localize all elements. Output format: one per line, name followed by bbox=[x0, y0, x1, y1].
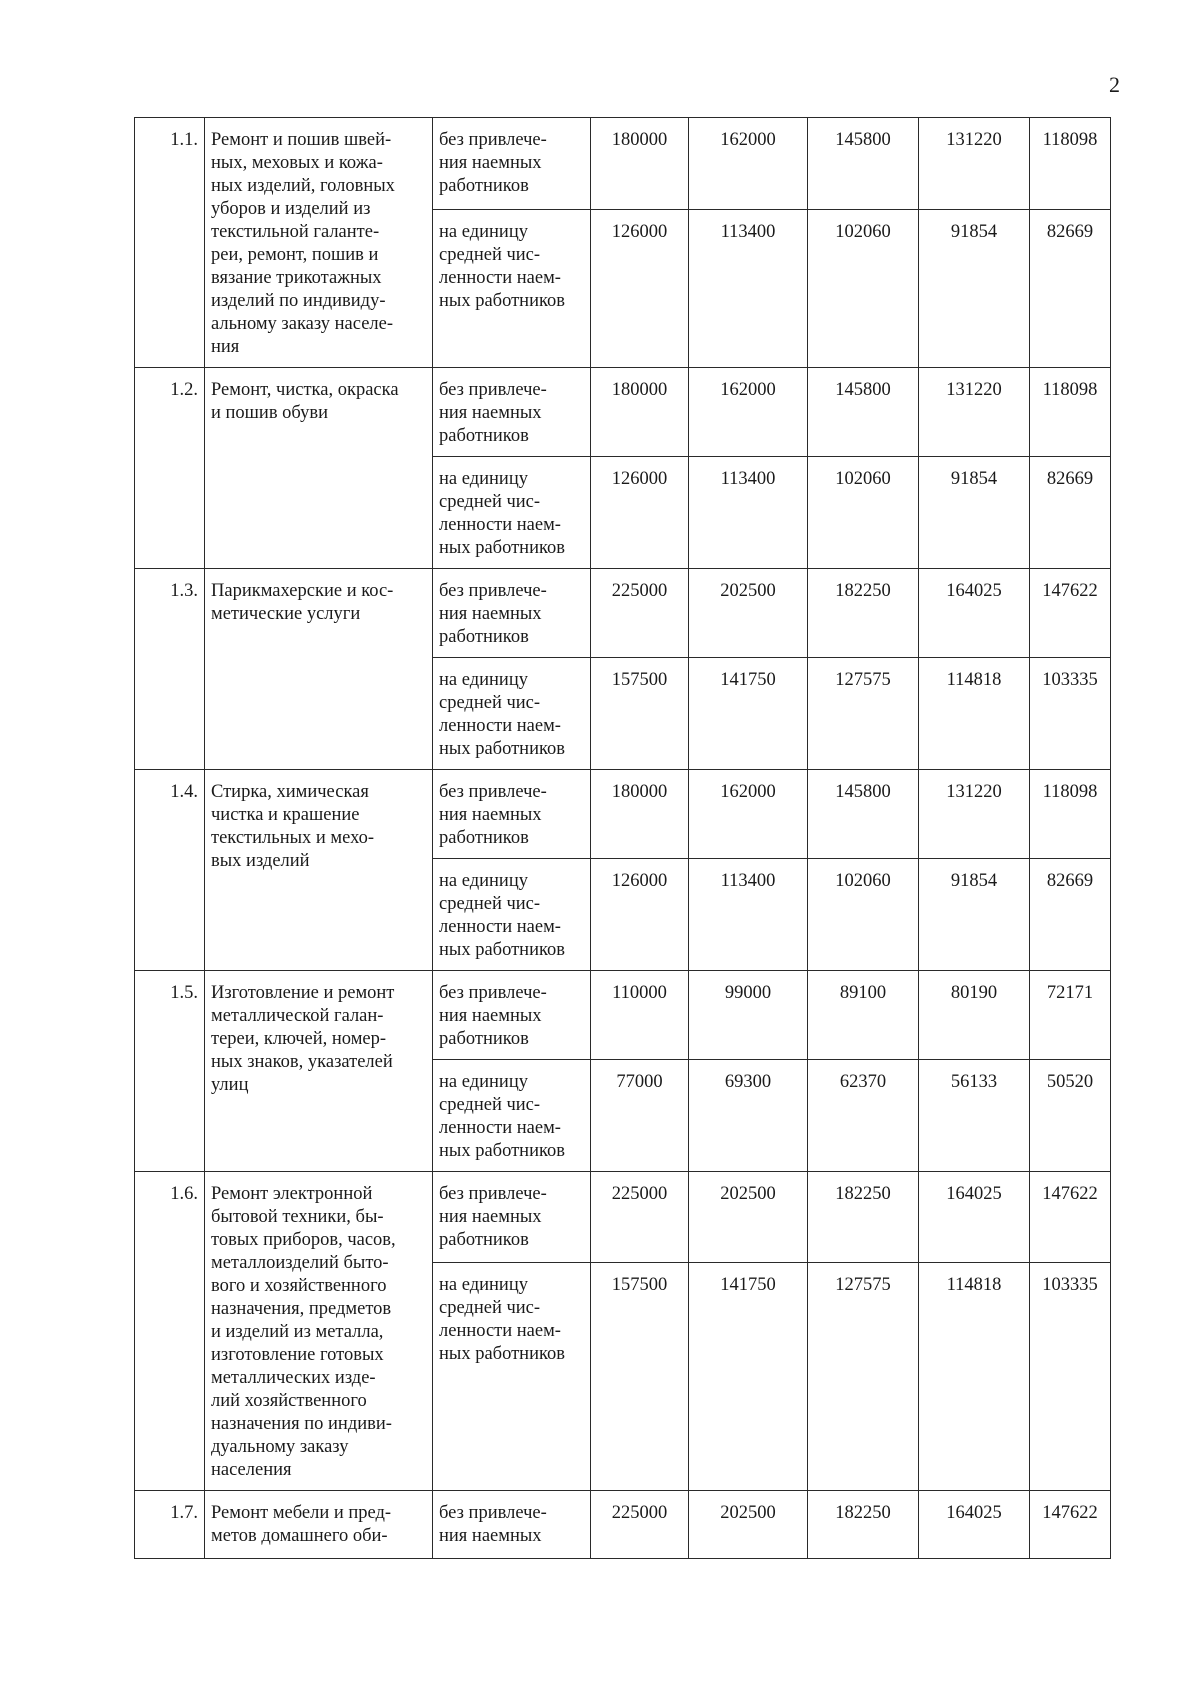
value-cell: 131220 bbox=[919, 770, 1030, 859]
service-name: Ремонт мебели и пред- метов домашнего оби- bbox=[205, 1491, 433, 1559]
value-cell: 103335 bbox=[1030, 658, 1111, 770]
value-cell: 225000 bbox=[591, 1172, 689, 1263]
condition-cell: на единицу средней чис- ленности наем- ных работников bbox=[433, 658, 591, 770]
value-cell: 162000 bbox=[689, 118, 808, 210]
table-row bbox=[135, 1491, 1111, 1559]
value-cell: 103335 bbox=[1030, 1263, 1111, 1491]
condition-cell: без привлече- ния наемных работников bbox=[433, 569, 591, 658]
row-number: 1.5. bbox=[135, 971, 205, 1172]
value-cell: 118098 bbox=[1030, 770, 1111, 859]
service-name: Изготовление и ремонт металлической галан- тереи, ключей, номер- ных знаков, указателей улиц bbox=[205, 971, 433, 1172]
value-cell: 82669 bbox=[1030, 209, 1111, 367]
condition-cell: на единицу средней чис- ленности наем- ных работников bbox=[433, 859, 591, 971]
value-cell: 145800 bbox=[808, 368, 919, 457]
condition-cell: без привлече- ния наемных bbox=[433, 1491, 591, 1559]
value-cell: 91854 bbox=[919, 457, 1030, 569]
value-cell: 72171 bbox=[1030, 971, 1111, 1060]
value-cell: 110000 bbox=[591, 971, 689, 1060]
value-cell: 102060 bbox=[808, 859, 919, 971]
condition-cell: без привлече- ния наемных работников bbox=[433, 368, 591, 457]
value-cell: 113400 bbox=[689, 457, 808, 569]
value-cell: 141750 bbox=[689, 658, 808, 770]
value-cell: 202500 bbox=[689, 1172, 808, 1263]
table-row bbox=[135, 770, 1111, 859]
value-cell: 113400 bbox=[689, 859, 808, 971]
value-cell: 164025 bbox=[919, 1491, 1030, 1559]
value-cell: 157500 bbox=[591, 658, 689, 770]
row-number: 1.1. bbox=[135, 118, 205, 368]
value-cell: 126000 bbox=[591, 209, 689, 367]
value-cell: 50520 bbox=[1030, 1060, 1111, 1172]
value-cell: 141750 bbox=[689, 1263, 808, 1491]
page-number: 2 bbox=[1109, 72, 1120, 97]
table-row bbox=[135, 118, 1111, 210]
condition-cell: без привлече- ния наемных работников bbox=[433, 770, 591, 859]
value-cell: 99000 bbox=[689, 971, 808, 1060]
condition-cell: без привлече- ния наемных работников bbox=[433, 118, 591, 210]
row-number: 1.7. bbox=[135, 1491, 205, 1559]
value-cell: 164025 bbox=[919, 569, 1030, 658]
value-cell: 164025 bbox=[919, 1172, 1030, 1263]
condition-cell: на единицу средней чис- ленности наем- ных работников bbox=[433, 1060, 591, 1172]
service-name: Ремонт электронной бытовой техники, бы- товых приборов, часов, металлоизделий быто- вого и хозяйственного назначения, предметов и изделий из металла, изготовление готовых металлических изде- лий хозяйственного назначения по индиви- дуальному заказу населения bbox=[205, 1172, 433, 1491]
value-cell: 182250 bbox=[808, 1172, 919, 1263]
value-cell: 147622 bbox=[1030, 1491, 1111, 1559]
value-cell: 131220 bbox=[919, 368, 1030, 457]
value-cell: 89100 bbox=[808, 971, 919, 1060]
service-name: Ремонт и пошив швей- ных, меховых и кожа- ных изделий, головных уборов и изделий из текстильной галанте- реи, ремонт, пошив и вязание трикотажных изделий по индивиду- альному заказу населе- ния bbox=[205, 118, 433, 368]
condition-cell: на единицу средней чис- ленности наем- ных работников bbox=[433, 209, 591, 367]
value-cell: 147622 bbox=[1030, 1172, 1111, 1263]
value-cell: 114818 bbox=[919, 658, 1030, 770]
value-cell: 180000 bbox=[591, 770, 689, 859]
value-cell: 180000 bbox=[591, 368, 689, 457]
row-number: 1.4. bbox=[135, 770, 205, 971]
value-cell: 126000 bbox=[591, 859, 689, 971]
value-cell: 127575 bbox=[808, 1263, 919, 1491]
value-cell: 77000 bbox=[591, 1060, 689, 1172]
value-cell: 91854 bbox=[919, 209, 1030, 367]
value-cell: 80190 bbox=[919, 971, 1030, 1060]
row-number: 1.6. bbox=[135, 1172, 205, 1491]
value-cell: 62370 bbox=[808, 1060, 919, 1172]
value-cell: 202500 bbox=[689, 1491, 808, 1559]
value-cell: 102060 bbox=[808, 209, 919, 367]
condition-cell: на единицу средней чис- ленности наем- ных работников bbox=[433, 457, 591, 569]
service-name: Парикмахерские и кос- метические услуги bbox=[205, 569, 433, 770]
table-row bbox=[135, 971, 1111, 1060]
value-cell: 118098 bbox=[1030, 118, 1111, 210]
value-cell: 182250 bbox=[808, 569, 919, 658]
value-cell: 225000 bbox=[591, 1491, 689, 1559]
value-cell: 131220 bbox=[919, 118, 1030, 210]
condition-cell: без привлече- ния наемных работников bbox=[433, 1172, 591, 1263]
value-cell: 126000 bbox=[591, 457, 689, 569]
value-cell: 102060 bbox=[808, 457, 919, 569]
condition-cell: без привлече- ния наемных работников bbox=[433, 971, 591, 1060]
value-cell: 145800 bbox=[808, 770, 919, 859]
value-cell: 69300 bbox=[689, 1060, 808, 1172]
table-row bbox=[135, 368, 1111, 457]
value-cell: 225000 bbox=[591, 569, 689, 658]
condition-cell: на единицу средней чис- ленности наем- ных работников bbox=[433, 1263, 591, 1491]
value-cell: 113400 bbox=[689, 209, 808, 367]
tariff-body bbox=[135, 118, 1111, 1559]
value-cell: 118098 bbox=[1030, 368, 1111, 457]
value-cell: 145800 bbox=[808, 118, 919, 210]
table-row bbox=[135, 1172, 1111, 1263]
service-name: Стирка, химическая чистка и крашение текстильных и мехо- вых изделий bbox=[205, 770, 433, 971]
value-cell: 147622 bbox=[1030, 569, 1111, 658]
tariff-table bbox=[134, 117, 1111, 1559]
service-name: Ремонт, чистка, окраска и пошив обуви bbox=[205, 368, 433, 569]
value-cell: 157500 bbox=[591, 1263, 689, 1491]
row-number: 1.3. bbox=[135, 569, 205, 770]
row-number: 1.2. bbox=[135, 368, 205, 569]
table-row bbox=[135, 569, 1111, 658]
value-cell: 56133 bbox=[919, 1060, 1030, 1172]
value-cell: 91854 bbox=[919, 859, 1030, 971]
value-cell: 202500 bbox=[689, 569, 808, 658]
value-cell: 127575 bbox=[808, 658, 919, 770]
value-cell: 82669 bbox=[1030, 457, 1111, 569]
value-cell: 162000 bbox=[689, 368, 808, 457]
value-cell: 180000 bbox=[591, 118, 689, 210]
value-cell: 162000 bbox=[689, 770, 808, 859]
value-cell: 182250 bbox=[808, 1491, 919, 1559]
value-cell: 82669 bbox=[1030, 859, 1111, 971]
value-cell: 114818 bbox=[919, 1263, 1030, 1491]
